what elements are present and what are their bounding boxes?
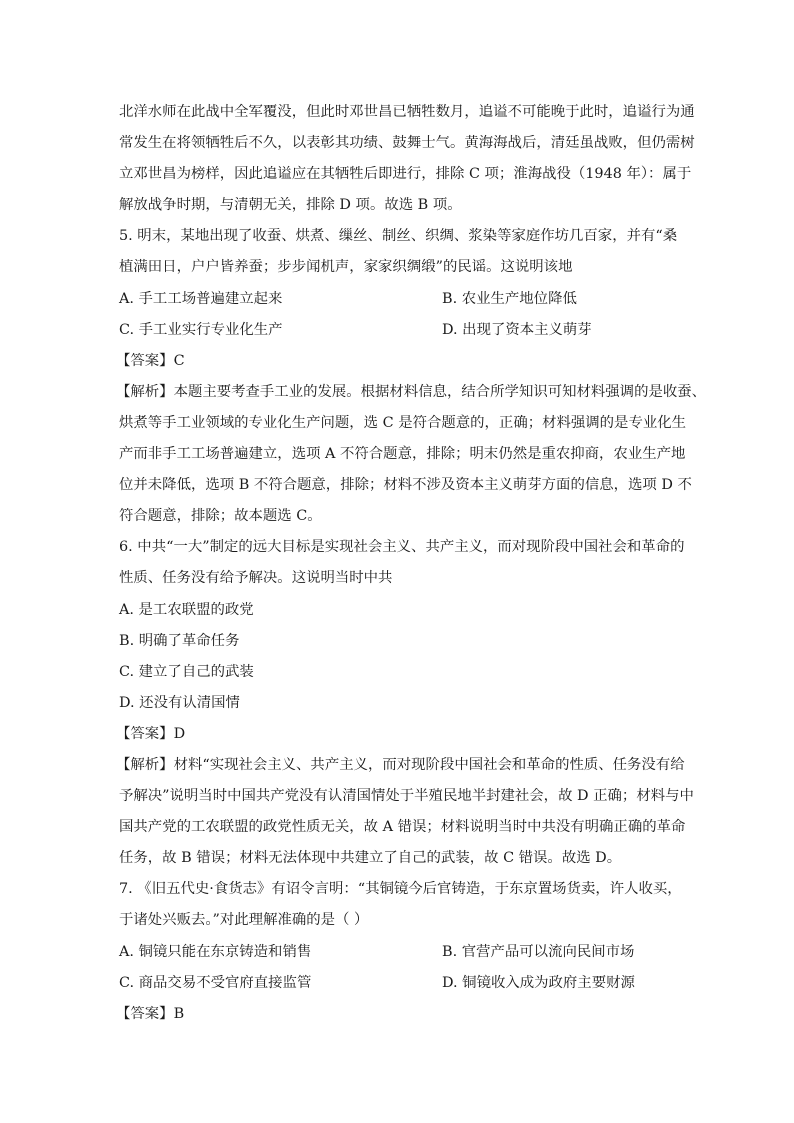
- q5-stem-line-1: 5. 明末，某地出现了收蚕、烘煮、缫丝、制丝、织绸、浆染等家庭作坊几百家，并有“桑: [119, 228, 678, 244]
- q6-analysis-line-2: 予解决”说明当时中国共产党没有认清国情处于半殖民地半封建社会，故 D 正确；材料与中: [119, 788, 694, 804]
- q5-analysis-line-3: 产而非手工工场普遍建立，选项 A 不符合题意，排除；明末仍然是重农抑商，农业生产地: [119, 446, 686, 462]
- q5-analysis-line-1: 【解析】本题主要考查手工业的发展。根据材料信息，结合所学知识可知材料强调的是收蚕、: [116, 384, 707, 400]
- q7-option-a: A. 铜镜只能在东京铸造和销售: [119, 944, 312, 960]
- q6-option-c: C. 建立了自己的武装: [119, 664, 254, 680]
- q5-option-c: C. 手工业实行专业化生产: [119, 322, 283, 338]
- q5-analysis-line-4: 位并未降低，选项 B 不符合题意，排除；材料不涉及资本主义萌芽方面的信息，选项 D 不: [119, 477, 692, 493]
- q7-option-c: C. 商品交易不受官府直接监管: [119, 975, 312, 991]
- q6-analysis-line-4: 任务，故 B 错误；材料无法体现中共建立了自己的武装，故 C 错误。故选 D。: [119, 850, 622, 866]
- q7-answer: 【答案】B: [116, 1006, 185, 1022]
- q6-option-d: D. 还没有认清国情: [119, 695, 240, 711]
- q6-analysis-line-3: 国共产党的工农联盟的政党性质无关，故 A 错误；材料说明当时中共没有明确正确的革命: [119, 819, 686, 835]
- q6-analysis-line-1: 【解析】材料“实现社会主义、共产主义，而对现阶段中国社会和革命的性质、任务没有给: [116, 757, 685, 773]
- intro-line-2: 常发生在将领牺牲后不久，以表彰其功绩、鼓舞士气。黄海海战后，清廷虽战败，但仍需树: [119, 135, 695, 151]
- q6-stem-line-2: 性质、任务没有给予解决。这说明当时中共: [119, 570, 393, 586]
- q5-stem-line-2: 植满田日，户户皆养蚕；步步闻机声，家家织绸缎”的民谣。这说明该地: [119, 259, 573, 275]
- q7-option-d: D. 铜镜收入成为政府主要财源: [442, 975, 635, 991]
- q5-analysis-line-5: 符合题意，排除；故本题选 C。: [119, 508, 322, 524]
- intro-line-4: 解放战争时期，与清朝无关，排除 D 项。故选 B 项。: [119, 197, 462, 213]
- q6-answer: 【答案】D: [116, 726, 186, 742]
- q5-analysis-line-2: 烘煮等手工业领域的专业化生产问题，选 C 是符合题意的，正确；材料强调的是专业化生: [119, 415, 687, 431]
- intro-line-1: 北洋水师在此战中全军覆没，但此时邓世昌已牺牲数月，追谥不可能晚于此时，追谥行为通: [119, 104, 695, 120]
- q7-option-b: B. 官营产品可以流向民间市场: [442, 944, 635, 960]
- q5-option-d: D. 出现了资本主义萌芽: [442, 322, 592, 338]
- q6-option-a: A. 是工农联盟的政党: [119, 602, 254, 618]
- q5-option-b: B. 农业生产地位降低: [442, 291, 577, 307]
- q7-stem-line-1: 7. 《旧五代史·食货志》有诏令言明：“其铜镜今后官铸造，于东京置场货卖，许人收买，: [119, 881, 682, 897]
- q6-option-b: B. 明确了革命任务: [119, 633, 240, 649]
- q5-answer: 【答案】C: [116, 353, 185, 369]
- q5-option-a: A. 手工工场普遍建立起来: [119, 291, 283, 307]
- q6-stem-line-1: 6. 中共“一大”制定的远大目标是实现社会主义、共产主义，而对现阶段中国社会和革命的: [119, 539, 685, 555]
- q7-stem-line-2: 于诸处兴贩去。”对此理解准确的是（ ）: [119, 912, 369, 928]
- intro-line-3: 立邓世昌为榜样，因此追谥应在其牺牲后即进行，排除 C 项；淮海战役（1948 年）：属于: [119, 166, 692, 182]
